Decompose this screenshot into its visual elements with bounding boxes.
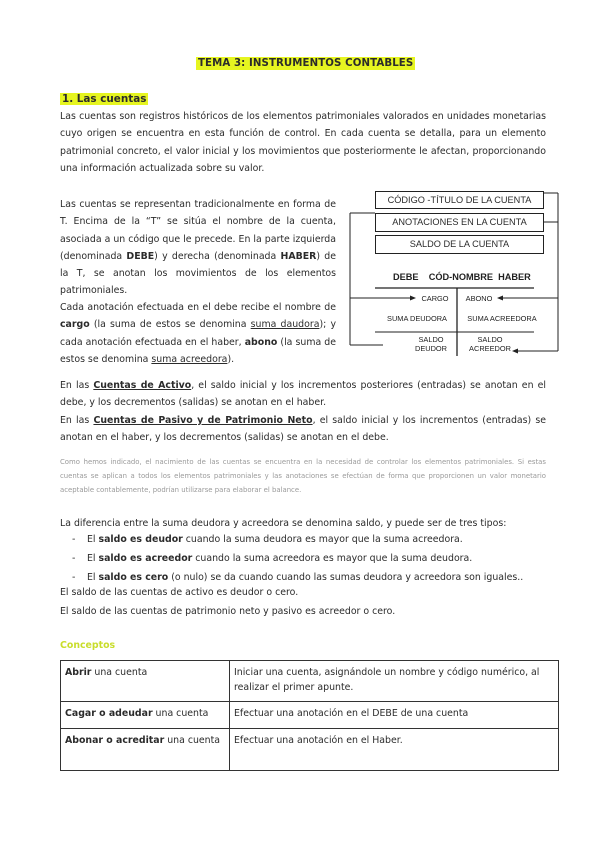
note-paragraph: Como hemos indicado, el nacimiento de las cuentas se encuentra en la necesidad de controlar los elementos patrimoniales. Si estas cuentas se aplican a todos los elementos patrimoniales y las anotaciones se efectúan de forma que proporcionen un valor monetario aceptable contablemente, podrían utilizarse para elaborar el balance. [60,458,546,495]
table-row [61,728,559,771]
definition-cell: Efectuar una anotación en el Haber. [230,728,559,771]
definition-cell: Efectuar una anotación en el DEBE de una cuenta [230,702,559,729]
haber-term: HABER [280,250,317,262]
cuentas-pasivo-term: Cuentas de Pasivo y de Patrimonio Neto [93,415,313,426]
text-run: (la suma de estos se denomina [60,336,336,365]
saldo-pasivo-line: El saldo de las cuentas de patrimonio neto y pasivo es acreedor o cero. [60,606,396,617]
diagram-cargo: CARGO [421,294,449,303]
pasivo-paragraph [60,412,546,447]
text-run: En las [60,415,94,426]
text-run: ) y derecha (denominada [154,250,281,262]
suma-deudora-term: suma daudora [250,319,320,331]
saldo-activo-line: El saldo de las cuentas de activo es deudor o cero. [60,587,299,598]
intro-paragraph: Las cuentas son registros históricos de los elementos patrimoniales valorados en unidades monetarias cuyo origen se encuentra en esta función de control. En cada cuenta se detalla, para un elemento patrimonial concreto, el valor inicial y los movimientos que posteriormente le afectan, proporcionando una información actualizada sobre su valor. [60,111,546,174]
label-line: ACREEDOR [469,344,511,353]
diagram-box-anotaciones: ANOTACIONES EN LA CUENTA [375,213,544,232]
term-cell [61,661,230,702]
list-item [60,549,523,568]
bold-term: saldo es acreedor [98,553,193,564]
diagram-abono: ABONO [465,294,493,303]
text-run: ); y cada anotación efectuada en el haber, [60,319,336,348]
text-run: El [87,572,99,583]
cuentas-activo-term: Cuentas de Activo [93,380,192,391]
diagram-saldo-acreedor [467,335,513,353]
text-run: ) de la T, se anotan los movimientos de los elementos patrimoniales. [60,250,336,297]
term-cell [61,702,230,729]
bold-term: Cagar o adeudar [65,708,153,719]
t-account-diagram [349,186,560,356]
suma-acreedora-term: suma acreedora [151,353,228,365]
diagram-saldo-deudor [411,335,451,353]
saldo-list [60,530,523,587]
table-row [61,661,559,702]
text-run: (o nulo) se da cuando cuando las sumas deudora y acreedora son iguales.. [168,572,524,583]
abono-term: abono [244,336,278,348]
representation-paragraph [60,196,336,300]
text-run: Cada anotación efectuada en el debe recibe el nombre de [60,302,336,313]
text-run: ). [227,353,235,365]
label-line: SALDO [477,335,503,344]
text-run: En las [60,380,94,391]
text-run: , el saldo inicial y los incrementos (entradas) se anotan en el haber, y los decrementos (salidas) se anotan en el debe. [60,415,546,444]
concepts-heading: Conceptos [60,640,116,651]
table-row [61,702,559,729]
diagram-suma-deudora: SUMA DEUDORA [387,314,447,323]
bold-term: saldo es cero [98,572,169,583]
bold-term: saldo es deudor [98,534,183,545]
text-run: una cuenta [91,667,148,678]
definition-cell: Iniciar una cuenta, asignándole un nombre y código numérico, al realizar el primer apunte. [230,661,559,702]
diagram-box-saldo: SALDO DE LA CUENTA [375,235,544,254]
activo-paragraph [60,377,546,412]
text-run: cuando la suma acreedora es mayor que la suma deudora. [192,553,473,564]
cargo-paragraph [60,299,336,368]
saldo-intro: La diferencia entre la suma deudora y acreedora se denomina saldo, y puede ser de tres tipos: [60,518,507,529]
section-heading: 1. Las cuentas [62,93,147,105]
text-run: Las cuentas se representan tradicionalmente en forma de T. Encima de la “T” se sitúa el nombre de la cuenta, asociada a un código que le precede. En la parte izquierda (denominada [60,199,336,262]
label-line: DEUDOR [414,344,448,353]
concepts-table [60,660,559,771]
page-title: TEMA 3: INSTRUMENTOS CONTABLES [198,58,414,69]
cargo-term: cargo [60,319,90,331]
diagram-box-title: CÓDIGO -TÍTULO DE LA CUENTA [375,191,544,209]
term-cell [61,728,230,771]
text-run: una cuenta [152,708,209,719]
text-run: , el saldo inicial y los incrementos posteriores (entradas) se anotan en el debe, y los decrementos (salidas) se anotan en el haber. [60,380,546,409]
text-run: una cuenta [164,734,221,746]
text-run: El [87,553,99,564]
diagram-lines [349,186,560,356]
text-run: cuando la suma deudora es mayor que la suma acreedora. [182,534,463,545]
diagram-suma-acreedora: SUMA ACREEDORA [467,314,537,323]
text-run: (la suma de estos se denomina [89,319,251,331]
text-run: El [87,534,99,545]
bold-term: Abrir [65,667,92,678]
debe-term: DEBE [126,250,155,262]
label-line: SALDO [418,335,444,344]
list-item [60,530,523,549]
bold-term: Abonar o acreditar [65,734,165,746]
diagram-header: DEBE CÓD-NOMBRE HABER [393,272,531,282]
